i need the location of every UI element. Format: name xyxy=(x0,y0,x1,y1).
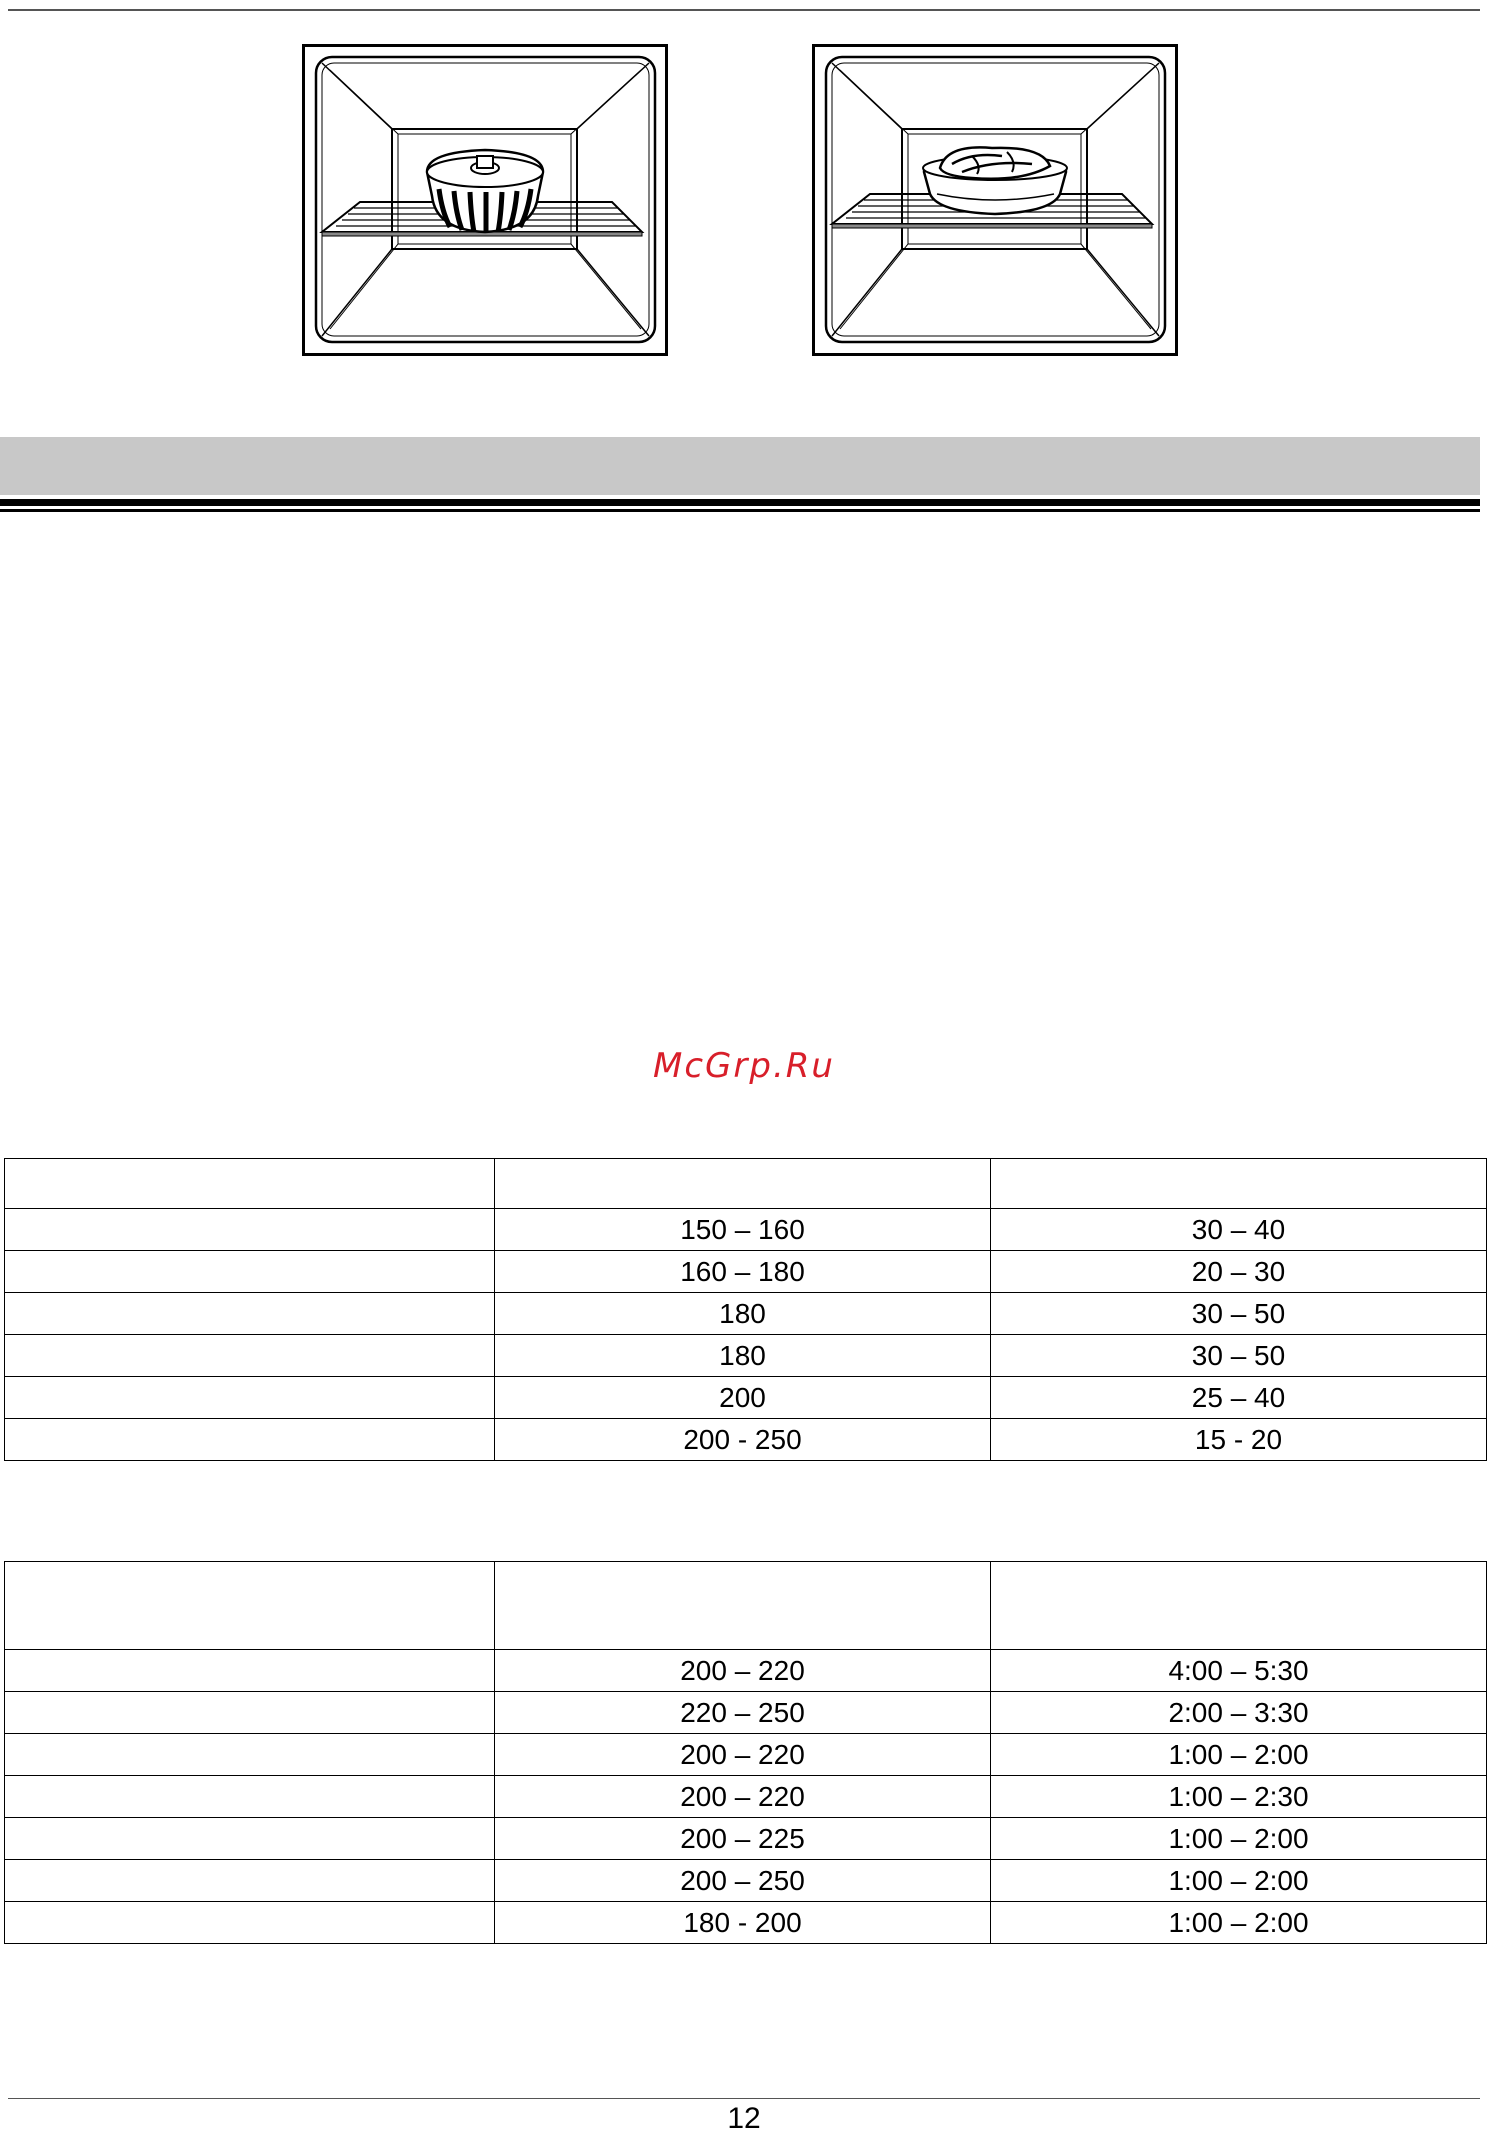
oven-roast-illustration xyxy=(812,44,1178,356)
header-cell xyxy=(495,1562,991,1650)
dish-cell xyxy=(5,1209,495,1251)
table-row xyxy=(5,1251,1487,1293)
oven-roast-drawing xyxy=(812,44,1178,356)
header-cell xyxy=(991,1159,1487,1209)
temperature-cell: 150 – 160 xyxy=(495,1209,991,1251)
dish-cell xyxy=(5,1902,495,1944)
dish-cell xyxy=(5,1692,495,1734)
dish-cell xyxy=(5,1776,495,1818)
header-cell xyxy=(495,1159,991,1209)
table-row xyxy=(5,1860,1487,1902)
watermark: McGrp.Ru xyxy=(653,1046,835,1086)
table-row xyxy=(5,1293,1487,1335)
table-row xyxy=(5,1692,1487,1734)
temperature-cell: 180 xyxy=(495,1335,991,1377)
temperature-cell: 200 xyxy=(495,1377,991,1419)
table-header-row xyxy=(5,1562,1487,1650)
roasting-table xyxy=(4,1561,1487,1944)
temperature-cell: 200 – 220 xyxy=(495,1734,991,1776)
temperature-cell: 180 - 200 xyxy=(495,1902,991,1944)
oven-cake-drawing xyxy=(302,44,668,356)
dish-cell xyxy=(5,1818,495,1860)
dish-cell xyxy=(5,1377,495,1419)
time-cell: 30 – 50 xyxy=(991,1335,1487,1377)
temperature-cell: 200 – 225 xyxy=(495,1818,991,1860)
section-divider-thin xyxy=(0,509,1480,512)
dish-cell xyxy=(5,1860,495,1902)
page-number: 12 xyxy=(727,2102,761,2135)
dish-cell xyxy=(5,1650,495,1692)
header-cell xyxy=(5,1562,495,1650)
section-header-band xyxy=(0,437,1480,495)
table-row xyxy=(5,1818,1487,1860)
time-cell: 4:00 – 5:30 xyxy=(991,1650,1487,1692)
temperature-cell: 160 – 180 xyxy=(495,1251,991,1293)
time-cell: 30 – 40 xyxy=(991,1209,1487,1251)
temperature-cell: 220 – 250 xyxy=(495,1692,991,1734)
time-cell: 1:00 – 2:00 xyxy=(991,1902,1487,1944)
time-cell: 15 - 20 xyxy=(991,1419,1487,1461)
dish-cell xyxy=(5,1419,495,1461)
temperature-cell: 200 – 250 xyxy=(495,1860,991,1902)
table-row xyxy=(5,1209,1487,1251)
oven-cake-illustration xyxy=(302,44,668,356)
table-row xyxy=(5,1419,1487,1461)
temperature-cell: 200 - 250 xyxy=(495,1419,991,1461)
time-cell: 1:00 – 2:30 xyxy=(991,1776,1487,1818)
table-row xyxy=(5,1776,1487,1818)
temperature-cell: 200 – 220 xyxy=(495,1650,991,1692)
temperature-cell: 200 – 220 xyxy=(495,1776,991,1818)
time-cell: 1:00 – 2:00 xyxy=(991,1860,1487,1902)
section-divider-thick xyxy=(0,499,1480,506)
table-row xyxy=(5,1902,1487,1944)
header-cell xyxy=(5,1159,495,1209)
table-row xyxy=(5,1377,1487,1419)
table-row xyxy=(5,1335,1487,1377)
dish-cell xyxy=(5,1293,495,1335)
dish-cell xyxy=(5,1734,495,1776)
top-divider xyxy=(8,9,1480,11)
time-cell: 20 – 30 xyxy=(991,1251,1487,1293)
time-cell: 1:00 – 2:00 xyxy=(991,1734,1487,1776)
baking-table xyxy=(4,1158,1487,1461)
footer-divider xyxy=(8,2098,1480,2099)
time-cell: 25 – 40 xyxy=(991,1377,1487,1419)
table-row xyxy=(5,1650,1487,1692)
time-cell: 1:00 – 2:00 xyxy=(991,1818,1487,1860)
time-cell: 30 – 50 xyxy=(991,1293,1487,1335)
time-cell: 2:00 – 3:30 xyxy=(991,1692,1487,1734)
table-header-row xyxy=(5,1159,1487,1209)
dish-cell xyxy=(5,1251,495,1293)
dish-cell xyxy=(5,1335,495,1377)
temperature-cell: 180 xyxy=(495,1293,991,1335)
table-row xyxy=(5,1734,1487,1776)
header-cell xyxy=(991,1562,1487,1650)
